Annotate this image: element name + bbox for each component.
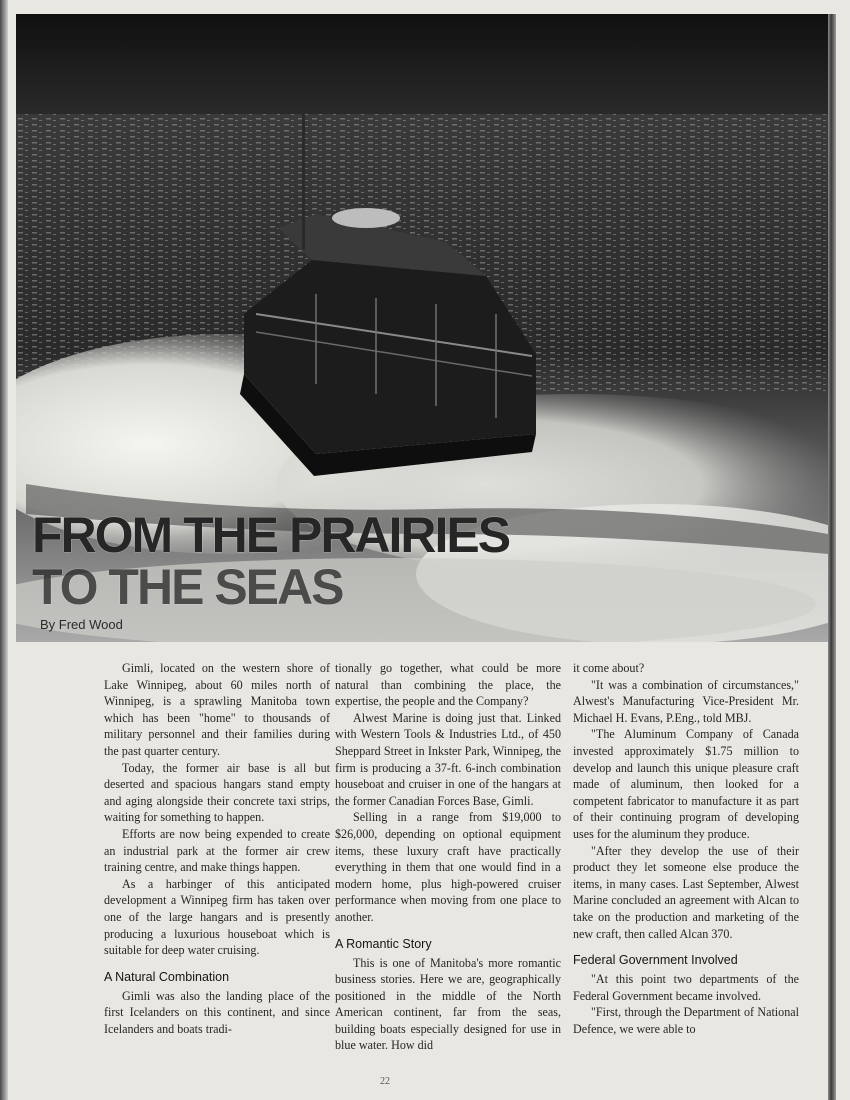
scan-right-edge (828, 14, 836, 1100)
paragraph: it come about? (573, 661, 645, 675)
article-column-2 (335, 660, 561, 1054)
paragraph: "At this point two departments of the Federal Government became involved. (573, 972, 799, 1003)
headline-line-1: FROM THE PRAIRIES (32, 507, 510, 563)
paragraph: Gimli was also the landing place of the first Icelanders on this continent, and since Icelanders and boats tradi- (104, 988, 330, 1036)
paragraph: Alwest Marine is doing just that. Linked with Western Tools & Industries Ltd., of 450 Sheppard Street in Inkster Park, Winnipeg, the firm is producing a 37-ft. 6-inch combination houseboat and cruiser in one of the hangars at the former Canadian Forces Base, Gimli. (335, 710, 561, 808)
paragraph: tionally go together, what could be more natural than combining the place, the expertise, the people and the Company? (335, 661, 561, 709)
page-number: 22 (380, 1076, 390, 1087)
paragraph: "First, through the Department of National Defence, we were able to (573, 1005, 799, 1036)
paragraph: As a harbinger of this anticipated development a Winnipeg firm has taken over one of the large hangars and is presently producing a luxurious houseboat which is suitable for deep water cruising. (104, 876, 330, 958)
paragraph: "It was a combination of circumstances," Alwest's Manufacturing Vice-President Mr. Michael H. Evans, P.Eng., told MBJ. (573, 677, 799, 725)
section-heading: A Natural Combination (104, 969, 230, 984)
section-heading: A Romantic Story (335, 936, 432, 951)
paragraph: Gimli, located on the western shore of Lake Winnipeg, about 60 miles north of Winnipeg, is a sprawling Manitoba town which has been "home" to thousands of military personnel and their families during the past quarter century. (104, 661, 330, 758)
section-heading: Federal Government Involved (573, 953, 738, 968)
article-column-1 (104, 660, 330, 1037)
article-headline (32, 509, 509, 613)
paragraph: "The Aluminum Company of Canada invested approximately $1.75 million to develop and launch this unique pleasure craft made of aluminum, then looked for a competent fabricator to manufacture it as part of their continuing program of developing uses for the aluminum they produce. (573, 727, 799, 841)
paragraph: This is one of Manitoba's more romantic business stories. Here we are, geographically positioned in the middle of the North American continent, far from the seas, building boats especially designed for use in blue water. How did (335, 955, 561, 1053)
paragraph: Today, the former air base is all but deserted and spacious hangars stand empty and aging alongside their concrete taxi strips, waiting for something to happen. (104, 760, 330, 825)
headline-line-2: TO THE SEAS (32, 559, 343, 615)
paragraph: Efforts are now being expended to create an industrial park at the former air crew training centre, and make things happen. (104, 826, 330, 875)
paragraph: Selling in a range from $19,000 to $26,000, depending on optional equipment items, these luxury craft have practically everything in them that one would find in a modern home, plus high-powered cruiser performance when moving from one place to another. (335, 810, 561, 924)
scan-left-edge (0, 0, 8, 1100)
paragraph: "After they develop the use of their product they let someone else produce the items, in many cases. Last September, Alwest Marine concluded an agreement with Alcan to take on the production and marketing of the new craft, then called Alcan 370. (573, 843, 799, 941)
article-column-3 (573, 660, 799, 1037)
byline: By Fred Wood (40, 617, 123, 632)
